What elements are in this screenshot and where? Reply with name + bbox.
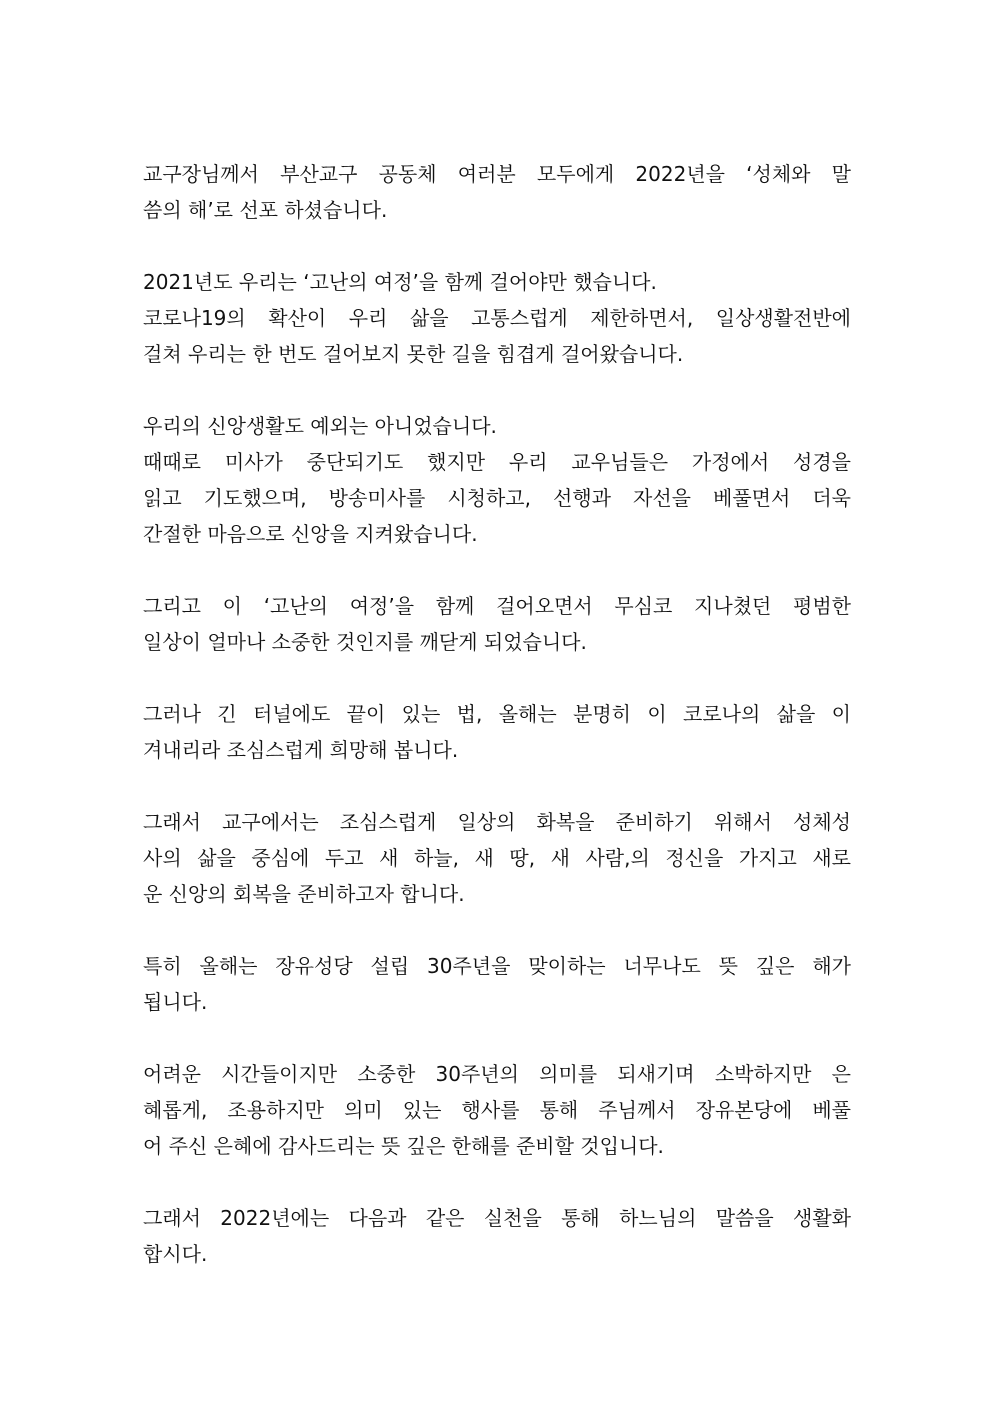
paragraph-line: 때때로 미사가 중단되기도 했지만 우리 교우님들은 가정에서 성경을 xyxy=(143,450,851,474)
paragraph-line: 씀의 해’로 선포 하셨습니다. xyxy=(143,198,388,222)
paragraph-line: 코로나19의 확산이 우리 삶을 고통스럽게 제한하면서, 일상생활전반에 xyxy=(143,306,851,330)
paragraph-9 xyxy=(143,1200,851,1272)
paragraph-3 xyxy=(143,408,851,552)
paragraph-line: 그리고 이 ‘고난의 여정’을 함께 걸어오면서 무심코 지나쳤던 평범한 xyxy=(143,594,851,618)
paragraph-line: 그러나 긴 터널에도 끝이 있는 법, 올해는 분명히 이 코로나의 삶을 이 xyxy=(143,702,851,726)
letter-body xyxy=(143,156,851,1308)
paragraph-line: 그래서 교구에서는 조심스럽게 일상의 화복을 준비하기 위해서 성체성 xyxy=(143,810,852,834)
paragraph-line: 겨내리라 조심스럽게 희망해 봅니다. xyxy=(143,738,459,762)
paragraph-line: 간절한 마음으로 신앙을 지켜왔습니다. xyxy=(143,522,478,546)
paragraph-line: 합시다. xyxy=(143,1242,208,1266)
paragraph-line: 2021년도 우리는 ‘고난의 여정’을 함께 걸어야만 했습니다. xyxy=(143,270,657,294)
paragraph-8 xyxy=(143,1056,851,1164)
paragraph-5 xyxy=(143,696,851,768)
paragraph-1 xyxy=(143,156,851,228)
paragraph-line: 어 주신 은혜에 감사드리는 뜻 깊은 한해를 준비할 것입니다. xyxy=(143,1134,664,1158)
paragraph-line: 읽고 기도했으며, 방송미사를 시청하고, 선행과 자선을 베풀면서 더욱 xyxy=(143,486,851,510)
paragraph-7 xyxy=(143,948,851,1020)
paragraph-2 xyxy=(143,264,851,372)
paragraph-line: 운 신앙의 회복을 준비하고자 합니다. xyxy=(143,882,465,906)
paragraph-line: 그래서 2022년에는 다음과 같은 실천을 통해 하느님의 말씀을 생활화 xyxy=(143,1206,851,1230)
paragraph-line: 특히 올해는 장유성당 설립 30주년을 맞이하는 너무나도 뜻 깊은 해가 xyxy=(143,954,851,978)
paragraph-line: 됩니다. xyxy=(143,990,208,1014)
paragraph-line: 어려운 시간들이지만 소중한 30주년의 의미를 되새기며 소박하지만 은 xyxy=(143,1062,851,1086)
paragraph-line: 걸쳐 우리는 한 번도 걸어보지 못한 길을 힘겹게 걸어왔습니다. xyxy=(143,342,684,366)
paragraph-4 xyxy=(143,588,851,660)
paragraph-line: 우리의 신앙생활도 예외는 아니었습니다. xyxy=(143,414,497,438)
paragraph-line: 사의 삶을 중심에 두고 새 하늘, 새 땅, 새 사람,의 정신을 가지고 새로 xyxy=(143,846,851,870)
paragraph-line: 혜롭게, 조용하지만 의미 있는 행사를 통해 주님께서 장유본당에 베풀 xyxy=(143,1098,851,1122)
paragraph-line: 일상이 얼마나 소중한 것인지를 깨닫게 되었습니다. xyxy=(143,630,587,654)
paragraph-line: 교구장님께서 부산교구 공동체 여러분 모두에게 2022년을 ‘성체와 말 xyxy=(143,162,851,186)
paragraph-6 xyxy=(143,804,851,912)
